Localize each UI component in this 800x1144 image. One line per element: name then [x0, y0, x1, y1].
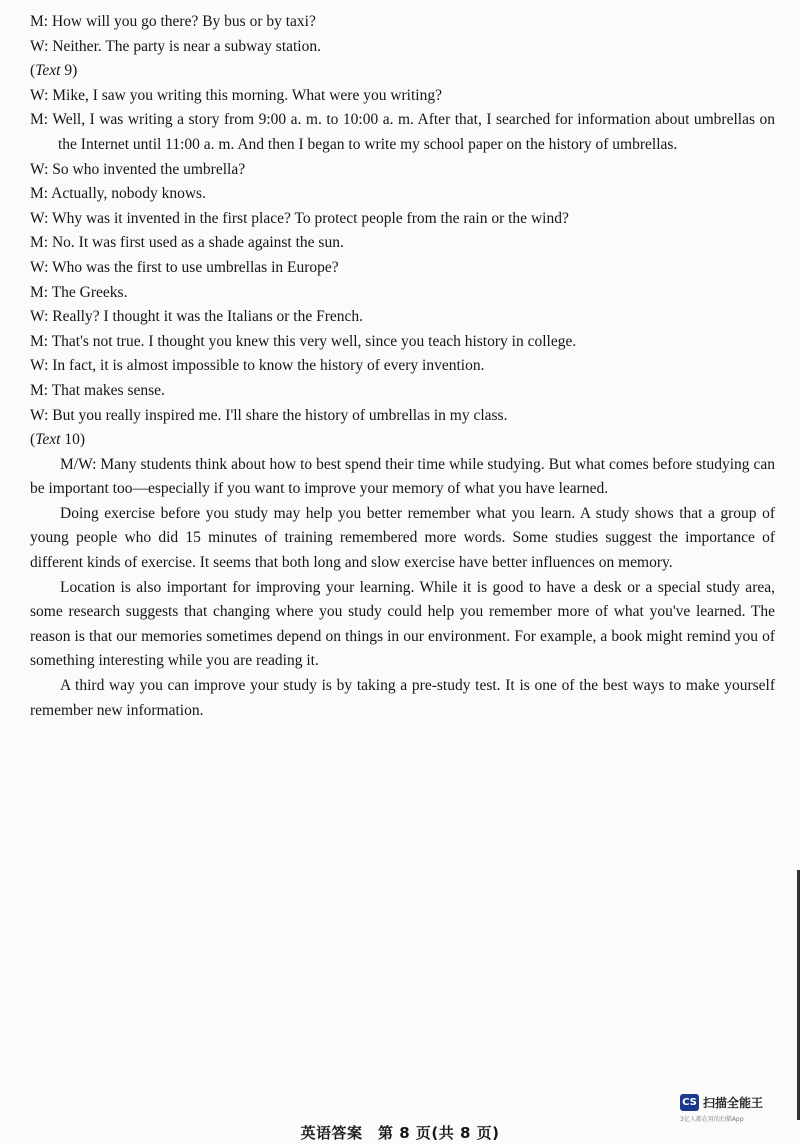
text-9-label: (Text 9): [30, 62, 78, 80]
utterance-text: So who invented the umbrella?: [52, 160, 246, 178]
speaker-label: W: [30, 406, 45, 424]
utterance-text: No. It was first used as a shade against the sun.: [51, 234, 344, 252]
speaker-label: M: [30, 185, 44, 203]
speaker-label: M: [30, 13, 44, 30]
utterance-text: Actually, nobody knows.: [51, 185, 206, 203]
speaker-label: M: [30, 234, 44, 252]
dialogue-section-a: [30, 10, 775, 59]
utterance-text: But you really inspired me. I'll share the history of umbrellas in my class.: [52, 406, 508, 424]
page-footer: 英语答案 第 8 页(共 8 页): [300, 1124, 500, 1142]
speaker-label: M: [30, 111, 44, 129]
speaker-label: M: [30, 332, 44, 350]
passage-section: [30, 453, 775, 724]
utterance-text: In fact, it is almost impossible to know the history of every invention.: [52, 357, 485, 375]
watermark-tagline: 3亿人都在用的扫描App: [680, 1116, 744, 1123]
utterance-text: That makes sense.: [51, 381, 165, 399]
utterance-text: Well, I was writing a story from 9:00 a. m. to 10:00 a. m. After that, I searched for information about umbrellas on the Internet until 11:00 a. m. And then I began to write my school paper on the history of umbrellas.: [52, 111, 775, 153]
utterance-text: The Greeks.: [51, 283, 128, 301]
dialogue-line: W: But you really inspired me. I'll share the history of umbrellas in my class.: [30, 406, 508, 424]
speaker-label: W: [30, 258, 45, 276]
dialogue-line: M: Well, I was writing a story from 9:00 a. m. to 10:00 a. m. After that, I searched for information about umbrellas on the Internet until 11:00 a. m. And then I began to write my school paper on the history of umbrellas.: [30, 111, 775, 153]
camscanner-logo-icon: CS: [680, 1094, 699, 1111]
speaker-label: W: [30, 37, 45, 55]
passage-paragraph: A third way you can improve your study is by taking a pre-study test. It is one of the best ways to make yourself remember new information.: [30, 677, 775, 719]
dialogue-line: W: So who invented the umbrella?: [30, 160, 246, 178]
utterance-text: Who was the first to use umbrellas in Europe?: [51, 258, 339, 276]
document-body: [30, 10, 775, 723]
speaker-label: M: [30, 283, 44, 301]
dialogue-line: W: Why was it invented in the first place? To protect people from the rain or the wind?: [30, 209, 569, 227]
passage-paragraph: Doing exercise before you study may help you better remember what you learn. A study shows that a group of young people who did 15 minutes of training remembered more words. Some studies suggest the importance of different kinds of exercise. It seems that both long and slow exercise have better influences on memory.: [30, 504, 775, 572]
dialogue-line: M: That's not true. I thought you knew this very well, since you teach history in college.: [30, 332, 577, 350]
utterance-text: Really? I thought it was the Italians or the French.: [52, 308, 364, 326]
dialogue-line: M: No. It was first used as a shade against the sun.: [30, 234, 344, 252]
speaker-label: W: [30, 209, 45, 227]
utterance-text: Neither. The party is near a subway station.: [52, 37, 321, 55]
speaker-label: W: [30, 308, 45, 326]
speaker-label: W: [30, 86, 45, 104]
dialogue-section-b: [30, 84, 775, 428]
scanner-watermark: [680, 1094, 763, 1111]
utterance-text: That's not true. I thought you knew this very well, since you teach history in college.: [51, 332, 577, 350]
dialogue-line: W: Who was the first to use umbrellas in Europe?: [30, 258, 339, 276]
utterance-text: Mike, I saw you writing this morning. What were you writing?: [52, 86, 442, 104]
dialogue-line: W: Mike, I saw you writing this morning. What were you writing?: [30, 86, 442, 104]
dialogue-line: W: Really? I thought it was the Italians or the French.: [30, 308, 364, 326]
utterance-text: Why was it invented in the first place? To protect people from the rain or the wind?: [51, 209, 569, 227]
dialogue-line: M: The Greeks.: [30, 283, 128, 301]
speaker-label: W: [30, 160, 45, 178]
dialogue-line: M: Actually, nobody knows.: [30, 185, 206, 203]
dialogue-line: W: Neither. The party is near a subway station.: [30, 37, 321, 55]
passage-paragraph: M/W: Many students think about how to best spend their time while studying. But what comes before studying can be important too—especially if you want to improve your memory of what you have learned.: [30, 455, 775, 498]
dialogue-line: M: How will you go there? By bus or by taxi?: [30, 13, 316, 30]
utterance-text: How will you go there? By bus or by taxi?: [51, 13, 316, 30]
speaker-label: W: [30, 357, 45, 375]
dialogue-line: W: In fact, it is almost impossible to know the history of every invention.: [30, 357, 485, 375]
text-10-label: (Text 10): [30, 431, 85, 449]
passage-paragraph: Location is also important for improving your learning. While it is good to have a desk or a special study area, some research suggests that changing where you study could help you remember more of what you've learned. The reason is that our memories sometimes depend on things in our environment. For example, a book might remind you of something interesting while you are reading it.: [30, 578, 775, 670]
speaker-label: M: [30, 381, 44, 399]
dialogue-line: M: That makes sense.: [30, 381, 165, 399]
watermark-name: 扫描全能王: [703, 1096, 764, 1110]
